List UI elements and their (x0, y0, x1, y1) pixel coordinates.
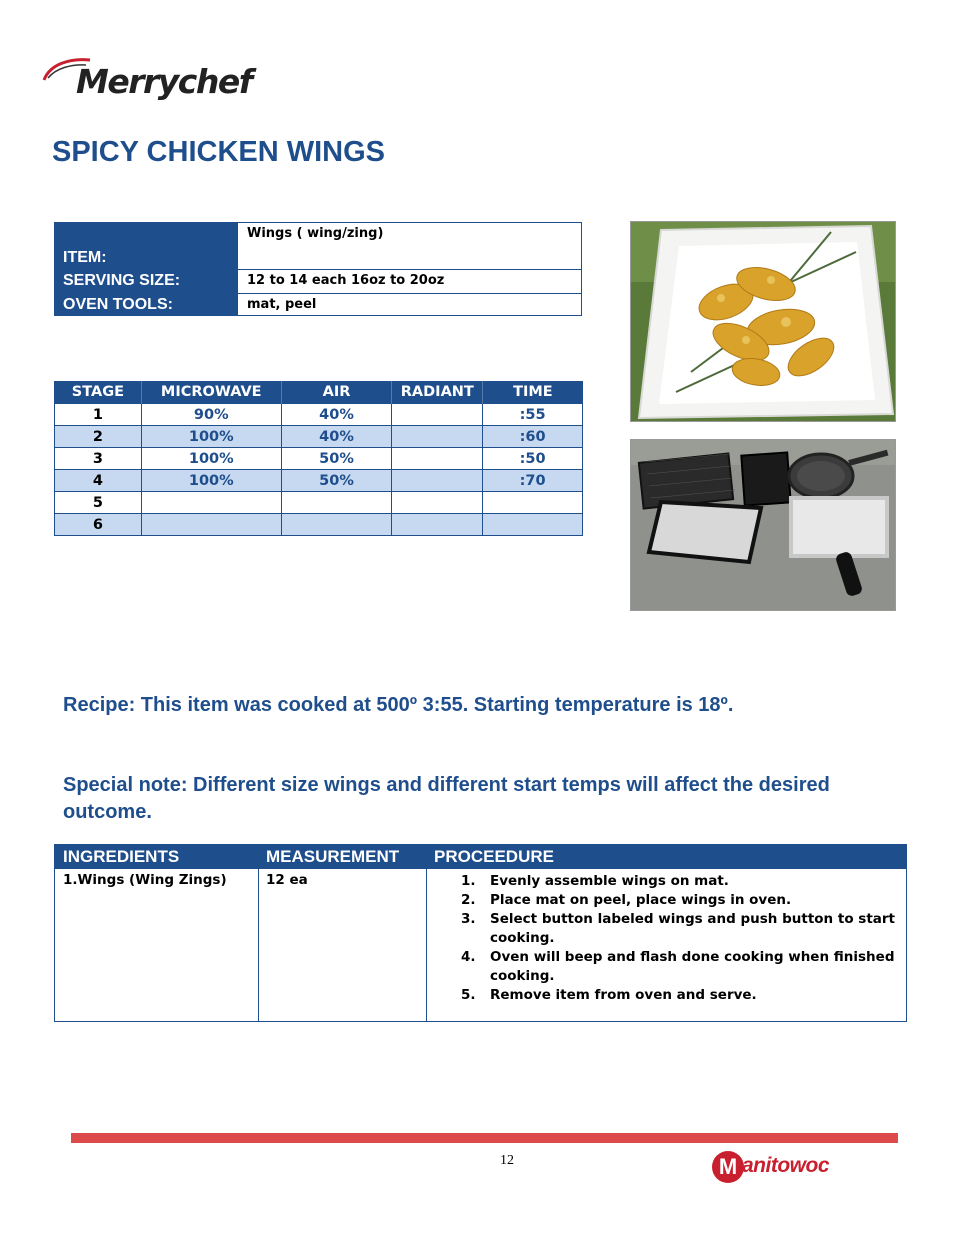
item-labels-column (55, 223, 238, 315)
step-number: 1. (461, 873, 476, 889)
ingredient-cell: 1.Wings (Wing Zings) (63, 872, 227, 888)
measurement-cell: 12 ea (266, 872, 308, 888)
time-cell (483, 492, 583, 514)
item-info-table (54, 222, 582, 316)
header-stage: STAGE (55, 381, 142, 404)
step-text: Oven will beep and flash done cooking when finished cooking. (490, 949, 895, 984)
header-measurement: MEASUREMENT (266, 847, 400, 866)
column-divider (426, 869, 427, 1021)
oven-tools-image (631, 440, 895, 610)
brand-initial: M (712, 1151, 744, 1183)
step-number: 5. (461, 987, 476, 1003)
air-cell (281, 492, 392, 514)
oven-tools-value: mat, peel (247, 297, 317, 312)
procedure-step (455, 910, 900, 948)
serving-size-label: SERVING SIZE: (63, 272, 181, 289)
microwave-cell: 100% (141, 448, 281, 470)
header-air: AIR (281, 381, 392, 404)
stage-row (55, 492, 583, 514)
stage-cell: 1 (55, 404, 142, 426)
microwave-cell (141, 514, 281, 536)
stage-cell: 3 (55, 448, 142, 470)
procedure-step (455, 891, 900, 910)
step-text: Place mat on peel, place wings in oven. (490, 892, 792, 908)
procedure-step (455, 986, 900, 1005)
air-cell: 50% (281, 448, 392, 470)
cooking-stage-table (54, 381, 583, 536)
logo-text: Merrychef (76, 62, 252, 101)
item-label: ITEM: (63, 249, 107, 266)
radiant-cell (392, 448, 483, 470)
time-cell: :55 (483, 404, 583, 426)
time-cell (483, 514, 583, 536)
oven-tools-photo (630, 439, 896, 611)
header-ingredients: INGREDIENTS (63, 847, 180, 866)
step-text: Evenly assemble wings on mat. (490, 873, 729, 889)
brand-text: anitowoc (742, 1154, 830, 1177)
header-microwave: MICROWAVE (141, 381, 281, 404)
step-number: 4. (461, 949, 476, 965)
time-cell: :50 (483, 448, 583, 470)
procedure-step (455, 948, 900, 986)
stage-cell: 6 (55, 514, 142, 536)
radiant-cell (392, 470, 483, 492)
air-cell (281, 514, 392, 536)
oven-tools-label: OVEN TOOLS: (63, 296, 173, 313)
chicken-wings-image (631, 222, 895, 421)
ingredients-table (54, 844, 907, 1022)
time-cell: :60 (483, 426, 583, 448)
stage-row (55, 448, 583, 470)
stage-row (55, 426, 583, 448)
footer-bar (71, 1133, 898, 1143)
column-divider (258, 869, 259, 1021)
stage-table-header (55, 381, 583, 404)
ingredients-table-header (55, 845, 906, 869)
manitowoc-logo (712, 1150, 847, 1184)
microwave-cell: 100% (141, 470, 281, 492)
radiant-cell (392, 404, 483, 426)
stage-cell: 4 (55, 470, 142, 492)
procedure-step (455, 872, 900, 891)
microwave-cell: 100% (141, 426, 281, 448)
air-cell: 40% (281, 426, 392, 448)
air-cell: 50% (281, 470, 392, 492)
special-note: Special note: Different size wings and different start temps will affect the desired outcome. (63, 774, 830, 823)
merrychef-logo (40, 52, 250, 108)
stage-row (55, 514, 583, 536)
header-radiant: RADIANT (392, 381, 483, 404)
stage-cell: 5 (55, 492, 142, 514)
microwave-cell: 90% (141, 404, 281, 426)
radiant-cell (392, 426, 483, 448)
serving-size-value: 12 to 14 each 16oz to 20oz (247, 273, 445, 288)
procedure-steps (455, 872, 900, 1005)
step-number: 3. (461, 911, 476, 927)
time-cell: :70 (483, 470, 583, 492)
divider (238, 293, 581, 294)
step-text: Select button labeled wings and push button to start cooking. (490, 911, 896, 946)
radiant-cell (392, 514, 483, 536)
radiant-cell (392, 492, 483, 514)
stage-row (55, 470, 583, 492)
microwave-cell (141, 492, 281, 514)
step-text: Remove item from oven and serve. (490, 987, 757, 1003)
header-procedure: PROCEEDURE (434, 847, 554, 866)
recipe-note: Recipe: This item was cooked at 500º 3:55. Starting temperature is 18º. (63, 694, 734, 716)
divider (238, 269, 581, 270)
header-time: TIME (483, 381, 583, 404)
item-value: Wings ( wing/zing) (247, 226, 384, 241)
chicken-wings-photo (630, 221, 896, 422)
page-title: SPICY CHICKEN WINGS (52, 136, 386, 168)
step-number: 2. (461, 892, 476, 908)
stage-row (55, 404, 583, 426)
page-number: 12 (500, 1153, 514, 1168)
stage-cell: 2 (55, 426, 142, 448)
air-cell: 40% (281, 404, 392, 426)
